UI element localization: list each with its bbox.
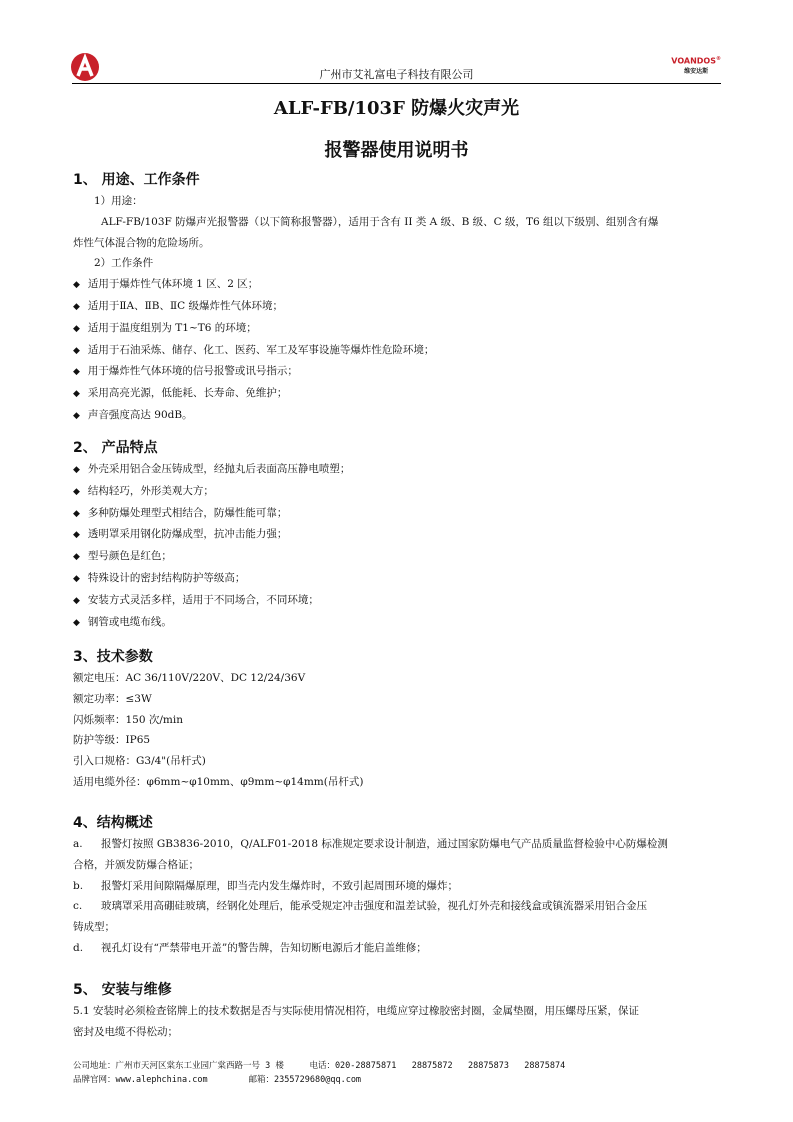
item-label: a.	[73, 838, 83, 850]
item-text: 铸成型；	[73, 921, 115, 934]
bullet-item: ◆ 钢管或电缆布线。	[73, 612, 723, 634]
list-item-line	[73, 876, 723, 897]
bullet-item: ◆ 外壳采用铝合金压铸成型，经抛丸后表面高压静电喷塑；	[73, 459, 723, 481]
doc-title-line2: 报警器使用说明书	[324, 140, 469, 161]
paragraph-line: 5.1 安装时必须检查铭牌上的技术数据是否与实际使用情况相符，电缆应穿过橡胶密封圈，金属垫圈，用压螺母压紧，保证	[73, 1005, 640, 1017]
bullet-item: ◆ 特殊设计的密封结构防护等级高；	[73, 568, 723, 590]
list-item-line	[73, 834, 723, 855]
footer	[73, 1059, 565, 1087]
bullet-item: ◆ 结构轻巧，外形美观大方；	[73, 481, 723, 503]
bullet-item: ◆ 安装方式灵活多样，适用于不同场合，不同环境；	[73, 590, 723, 612]
spec-line: 防护等级：IP65	[73, 734, 151, 747]
section-heading: 4、结构概述	[73, 815, 153, 831]
section-2	[73, 437, 723, 633]
section-heading: 1、 用途、工作条件	[73, 172, 200, 188]
list-item-line	[73, 855, 723, 876]
section-heading: 5、 安装与维修	[73, 982, 172, 998]
bullet-item: ◆ 型号颜色是红色；	[73, 546, 723, 568]
bullet-item: ◆ 透明罩采用钢化防爆成型，抗冲击能力强；	[73, 524, 723, 546]
header-company: 广州市艾礼富电子科技有限公司	[319, 68, 474, 81]
item-text: 玻璃罩采用高硼硅玻璃，经钢化处理后，能承受规定冲击强度和温差试验，视孔灯外壳和接线盒或镇流器采用铝合金压	[101, 900, 647, 913]
brand-logo: VOANDOS® 维安达斯	[671, 56, 721, 75]
bullet-item: ◆ 适用于爆炸性气体环境 1 区、2 区；	[73, 274, 723, 296]
list-item-line	[73, 917, 723, 938]
bullet-item: ◆ 适用于ⅡA、ⅡB、ⅡC 级爆炸性气体环境；	[73, 296, 723, 318]
bullet-item: ◆ 适用于石油采炼、储存、化工、医药、军工及军事设施等爆炸性危险环境；	[73, 340, 723, 362]
section-heading: 2、 产品特点	[73, 440, 158, 456]
footer-address: 公司地址：广州市天河区棠东工业园广棠西路一号 3 楼 电话：020-28875871 28875872 28875873 28875874	[73, 1061, 566, 1071]
item-text: 合格，并颁发防爆合格证；	[73, 858, 199, 871]
header-divider	[72, 83, 721, 84]
list-item-line	[73, 938, 723, 959]
item-text: 报警灯按照 GB3836-2010，Q/ALF01-2018 标准规定要求设计制造，通过国家防爆电气产品质量监督检验中心防爆检测	[101, 838, 668, 850]
spec-line: 闪烁频率：150 次/min	[73, 713, 183, 726]
item-label: b.	[73, 879, 84, 892]
item-label: d.	[73, 941, 84, 954]
bullet-item: ◆ 声音强度高达 90dB。	[73, 405, 723, 427]
paragraph-line: ALF-FB/103F 防爆声光报警器（以下简称报警器），适用于含有 II 类 A 级、B 级、C 级，T6 组以下级别、组别含有爆	[101, 215, 659, 228]
footer-website: 品牌官网：www.alephchina.com 邮箱：2355729680@qq.com	[73, 1075, 362, 1085]
spec-line: 额定功率：≤3W	[73, 692, 152, 705]
section-5	[73, 979, 723, 1043]
spec-line: 额定电压：AC 36/110V/220V、DC 12/24/36V	[73, 672, 306, 684]
doc-title-line1: ALF-FB/103F 防爆火灾声光	[273, 98, 520, 119]
section-3	[73, 646, 723, 793]
paragraph-line: 炸性气体混合物的危险场所。	[73, 236, 210, 249]
bullet-item: ◆ 适用于温度组别为 T1~T6 的环境；	[73, 318, 723, 340]
subheading: 2）工作条件	[94, 257, 154, 270]
item-text: 报警灯采用间隙隔爆原理，即当壳内发生爆炸时，不致引起周围环境的爆炸；	[101, 879, 458, 892]
section-1	[73, 169, 723, 427]
item-text: 视孔灯设有“严禁带电开盖”的警告牌，告知切断电源后才能启盖维修；	[101, 941, 427, 954]
section-heading: 3、技术参数	[73, 649, 153, 665]
bullet-item: ◆ 采用高亮光源，低能耗、长寿命、免维护；	[73, 383, 723, 405]
bullet-item: ◆ 多种防爆处理型式相结合，防爆性能可靠；	[73, 503, 723, 525]
section-4	[73, 812, 723, 959]
spec-line: 引入口规格：G3/4"(吊杆式)	[73, 755, 206, 768]
spec-line: 适用电缆外径：φ6mm~φ10mm、φ9mm~φ14mm(吊杆式)	[73, 775, 364, 788]
list-item-line	[73, 896, 723, 917]
subheading: 1）用途：	[94, 195, 143, 207]
item-label: c.	[73, 900, 83, 913]
paragraph-line: 密封及电缆不得松动；	[73, 1025, 178, 1038]
bullet-item: ◆ 用于爆炸性气体环境的信号报警或讯号指示；	[73, 361, 723, 383]
